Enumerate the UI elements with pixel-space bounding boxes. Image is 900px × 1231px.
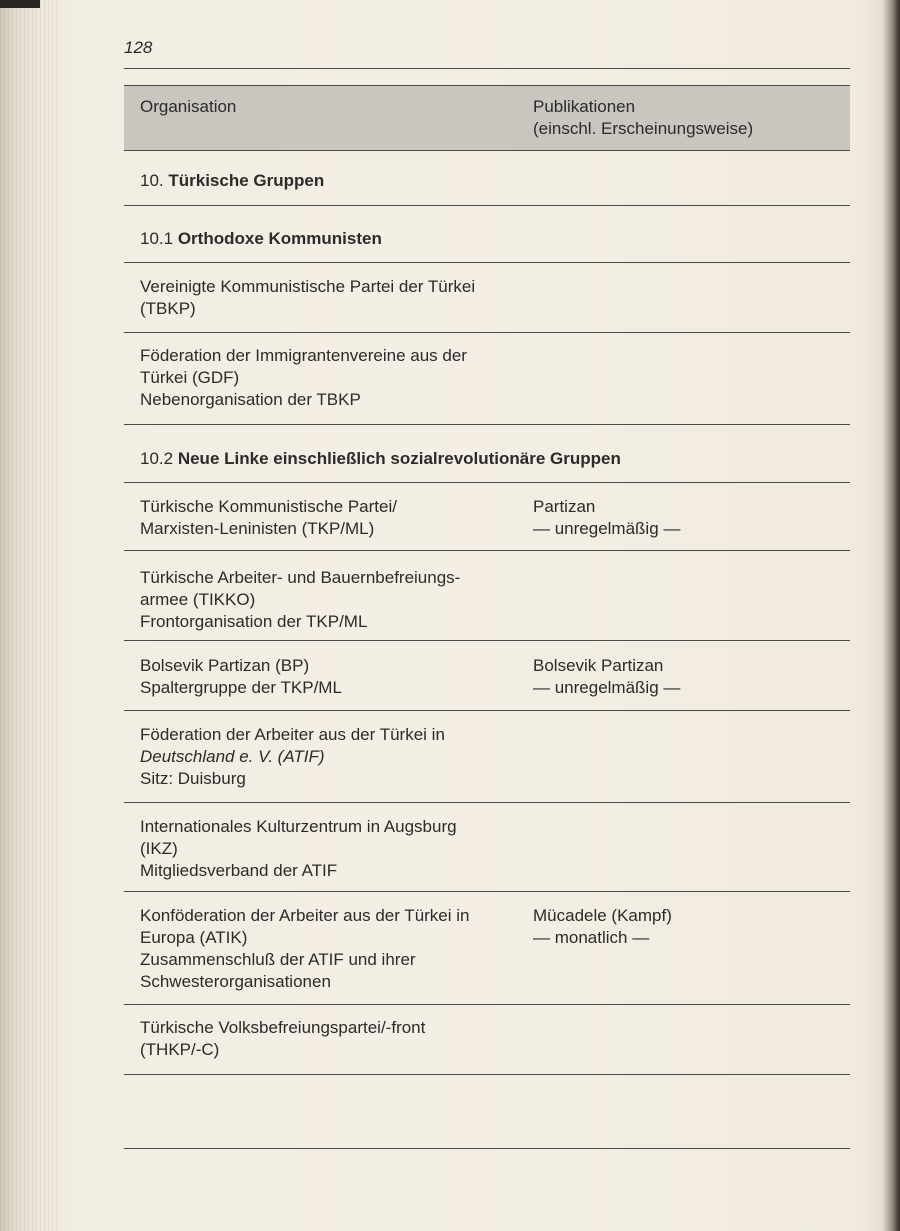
org-note: Frontorganisation der TKP/ML	[140, 612, 368, 631]
book-spine-shadow	[0, 0, 60, 1231]
org-name: Bolsevik Partizan (BP)	[140, 656, 310, 675]
org-name: Deutschland e. V. (ATIF)	[140, 747, 325, 766]
subsection-title: Neue Linke einschließlich sozialrevolutionäre Gruppen	[177, 449, 621, 468]
publication-frequency: — unregelmäßig —	[533, 678, 681, 697]
org-name: Vereinigte Kommunistische Partei der Türkei	[140, 277, 476, 296]
row-rule	[124, 424, 850, 425]
section-number: 10.	[140, 171, 164, 190]
subsection-number: 10.2	[140, 449, 174, 468]
org-name: Europa (ATIK)	[140, 928, 248, 947]
org-note: Sitz: Duisburg	[140, 769, 246, 788]
subsection-title: Orthodoxe Kommunisten	[177, 229, 382, 248]
org-name: Türkische Arbeiter- und Bauernbefreiungs-	[140, 568, 461, 587]
row-rule	[124, 1004, 850, 1005]
org-name: Föderation der Immigrantenvereine aus der	[140, 346, 467, 365]
header-organisation: Organisation	[140, 97, 237, 116]
publication-title: Mücadele (Kampf)	[533, 906, 672, 925]
org-name: Türkische Kommunistische Partei/	[140, 497, 397, 516]
row-rule	[124, 482, 850, 483]
org-note: Nebenorganisation der TBKP	[140, 390, 361, 409]
section-heading	[140, 170, 324, 192]
publication-title: Partizan	[533, 497, 596, 516]
row-rule	[124, 640, 850, 641]
bottom-rule	[124, 1148, 850, 1149]
row-rule	[124, 332, 850, 333]
org-name: Marxisten-Leninisten (TKP/ML)	[140, 519, 375, 538]
row-rule	[124, 550, 850, 551]
org-name: Türkische Volksbefreiungspartei/-front	[140, 1018, 426, 1037]
top-rule	[124, 68, 850, 69]
row-rule	[124, 802, 850, 803]
header-erscheinungsweise: (einschl. Erscheinungsweise)	[533, 119, 754, 138]
org-note: Mitgliedsverband der ATIF	[140, 861, 338, 880]
row-rule	[124, 205, 850, 206]
org-name: Föderation der Arbeiter aus der Türkei in	[140, 725, 445, 744]
subsection-heading	[140, 228, 382, 250]
header-publikationen: Publikationen	[533, 97, 636, 116]
org-note: Zusammenschluß der ATIF und ihrer	[140, 950, 416, 969]
row-rule	[124, 1074, 850, 1075]
org-name: Konföderation der Arbeiter aus der Türkei in	[140, 906, 470, 925]
org-note: Schwesterorganisationen	[140, 972, 331, 991]
org-name: (TBKP)	[140, 299, 196, 318]
page-number: 128	[124, 38, 153, 57]
subsection-heading	[140, 448, 621, 470]
page-edge	[882, 0, 900, 1231]
org-name: (THKP/-C)	[140, 1040, 220, 1059]
publication-frequency: — unregelmäßig —	[533, 519, 681, 538]
page-corner	[0, 0, 40, 8]
section-title: Türkische Gruppen	[168, 171, 325, 190]
row-rule	[124, 891, 850, 892]
publication-title: Bolsevik Partizan	[533, 656, 664, 675]
org-name: Türkei (GDF)	[140, 368, 240, 387]
org-name: (IKZ)	[140, 839, 178, 858]
row-rule	[124, 262, 850, 263]
subsection-number: 10.1	[140, 229, 174, 248]
org-name: Internationales Kulturzentrum in Augsburg	[140, 817, 457, 836]
publication-frequency: — monatlich —	[533, 928, 650, 947]
org-note: Spaltergruppe der TKP/ML	[140, 678, 342, 697]
row-rule	[124, 710, 850, 711]
org-name: armee (TIKKO)	[140, 590, 256, 609]
